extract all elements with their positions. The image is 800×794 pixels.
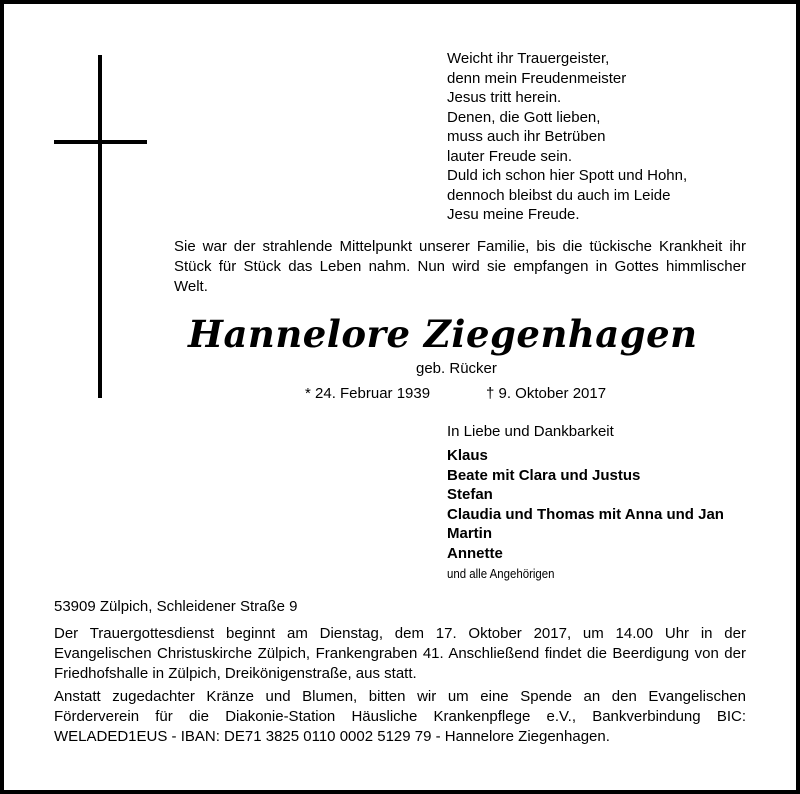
birth-date: * 24. Februar 1939 [305,385,431,402]
poem-line: Duld ich schon hier Spott und Hohn, [447,167,688,184]
mourner-name: Klaus [447,447,488,464]
deceased-name: Hannelore Ziegenhagen [188,312,698,356]
poem-line: Jesus tritt herein. [447,89,562,106]
signoff: In Liebe und Dankbarkeit [447,423,614,440]
poem [447,49,687,225]
poem-line: Jesu meine Freude. [447,206,580,223]
other-relatives: und alle Angehörigen [447,566,555,581]
mourner-name: Claudia und Thomas mit Anna und Jan [447,505,724,523]
poem-line: lauter Freude sein. [447,147,573,165]
cross-vertical-bar [98,55,102,398]
address: 53909 Zülpich, Schleidener Straße 9 [54,598,298,615]
poem-line: Weicht ihr Trauergeister, [447,50,610,67]
poem-line: denn mein Freudenmeister [447,69,627,87]
mourner-name: Beate mit Clara und Justus [447,466,641,484]
service-info: Der Trauergottesdienst beginnt am Dienstag, dem 17. Oktober 2017, um 14.00 Uhr in der Evangelischen Christuskirche Zülpich, Frankengraben 41. Anschließend findet die Beerdigung von der Friedhofshalle in Zülpich, Dreikönigenstraße, aus statt. [54,625,746,682]
mourner-list [447,446,724,563]
intro-text: Sie war der strahlende Mittelpunkt unserer Familie, bis die tückische Krankheit ihr Stück für Stück das Leben nahm. Nun wird sie empfangen in Gottes himmlischer Welt. [174,238,746,295]
death-date: † 9. Oktober 2017 [486,385,607,402]
poem-line: muss auch ihr Betrüben [447,128,606,145]
donation-info: Anstatt zugedachter Kränze und Blumen, bitten wir um eine Spende an den Evangelischen Förderverein für die Diakonie-Station Häusliche Krankenpflege e.V., Bankverbindung BIC: WELADED1EUS - IBAN: DE71 3825 0110 0002 5129 79 - Hannelore Ziegenhagen. [54,688,746,745]
cross-horizontal-bar [54,140,147,144]
mourner-name: Martin [447,525,492,542]
poem-line: Denen, die Gott lieben, [447,108,601,126]
mourner-name: Annette [447,544,503,562]
maiden-name: geb. Rücker [416,360,497,377]
poem-line: dennoch bleibst du auch im Leide [447,186,671,204]
mourner-name: Stefan [447,486,493,503]
